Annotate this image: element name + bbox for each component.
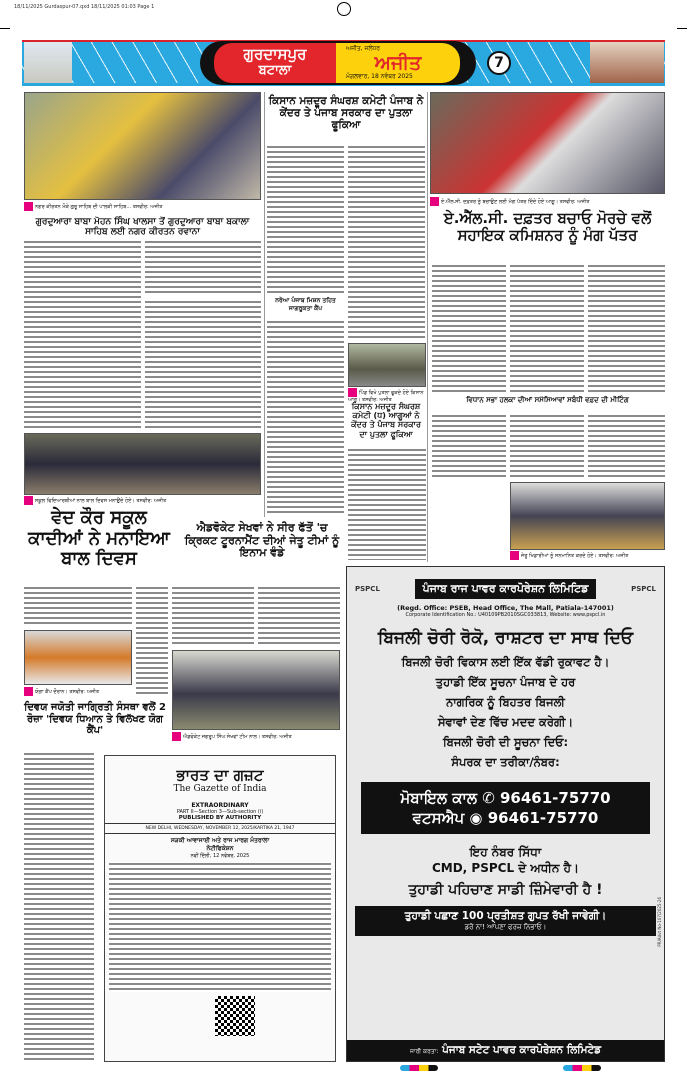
contact-numbers-box [361,782,650,834]
ad-body-line: ਬਿਜਲੀ ਚੋਰੀ ਵਿਕਾਸ ਲਈ ਇੱਕ ਵੱਡੀ ਰੁਕਾਵਟ ਹੈ। [401,655,610,669]
ad-org-title: ਪੰਜਾਬ ਰਾਜ ਪਾਵਰ ਕਾਰਪੋਰੇਸ਼ਨ ਲਿਮਿਟਿਡ [415,579,597,599]
issuer-label: ਜਾਰੀ ਕਰਤਾ: [409,1048,439,1055]
issue-date: ਮੰਗਲਵਾਰ, 18 ਨਵੰਬਰ 2025 [346,73,413,80]
gazette-notification-title: ਨੋਟੀਫਿਕੇਸ਼ਨ [206,845,234,852]
registration-mark [337,2,351,16]
print-slug: 18/11/2025 Gurdaspur-07.qxd 18/11/2025 01:03 Page 1 [14,4,155,10]
whatsapp-number: 96461-75770 [487,809,599,827]
fear-line: ਡਰੋ ਨਾ! ਆਪਣਾ ਫਰਜ਼ ਨਿਭਾਓ। [464,923,547,931]
article-body [348,448,426,560]
article-body [136,586,168,696]
crop-mark [677,28,687,29]
effigy-burning-photo [348,343,426,387]
article-headline: ਵਿਧਾਨ ਸਭਾ ਹਲਕਾ ਦੀਆਂ ਸਮੱਸਿਆਵਾਂ ਸਬੰਧੀ ਵਫ਼ਦ ਦੀ ਮੀਟਿੰਗ [466,396,629,404]
ad-headline: ਬਿਜਲੀ ਚੋਰੀ ਰੋਕੋ, ਰਾਸ਼ਟਰ ਦਾ ਸਾਥ ਦਿਓ [377,628,634,648]
article-headline: ਏ.ਐੱਲ.ਸੀ. ਦਫ਼ਤਰ ਬਚਾਓ ਮੋਰਚੇ ਵਲੋਂ ਸਹਾਇਕ ਕਮਿਸ਼ਨਰ ਨੂੰ ਮੰਗ ਪੱਤਰ [443,209,652,245]
mobile-number: 96461-75770 [500,789,611,807]
gazette-body [109,862,331,992]
article-body [172,586,254,647]
article-body [588,414,665,480]
article-headline: ਵੇਦ ਕੌਰ ਸਕੂਲ ਕਾਦੀਆਂ ਨੇ ਮਨਾਇਆ ਬਾਲ ਦਿਵਸ [28,507,170,570]
gazette-published: PUBLISHED BY AUTHORITY [105,815,335,824]
whatsapp-label: ਵਟਸਐਪ [412,809,465,827]
phone-icon: ✆ [482,789,495,807]
temple-image [24,42,72,83]
article-headline: ਗੁਰਦੁਆਰਾ ਬਾਬਾ ਮੋਹਨ ਸਿੰਘ ਖਾਲਸਾ ਤੋਂ ਗੁਰਦੁਆਰਾ ਬਾਬਾ ਬਕਾਲਾ ਸਾਹਿਬ ਲਈ ਨਗਰ ਕੀਰਤਨ ਰਵਾਨਾ [35,217,250,238]
article-body [432,264,506,392]
qr-code [215,996,255,1036]
cin-website: Corporate Identification No.: U40109PB2010SGC033813, Website: www.pspcl.in [405,612,606,618]
cricket-team-photo [172,650,340,730]
photo-caption: ਪਿੰਡ ਵਿਖੇ ਪੁਤਲਾ ਫੂਕਦੇ ਹੋਏ ਕਿਸਾਨ ਆਗੂ। ਤਸਵੀਰ: ਅਜੀਤ [348,390,424,403]
secret-line: ਤੁਹਾਡੀ ਪਛਾਣ 100 ਪ੍ਰਤੀਸ਼ਤ ਗੁਪਤ ਰੱਖੀ ਜਾਵੇਗੀ। [404,910,607,922]
edition-line1: ਗੁਰਦਾਸਪੁਰ [243,45,307,63]
publisher: ਅਜੀਤ, ਜਲੰਧਰ [346,45,381,52]
article-body [348,145,425,340]
article-body [24,586,132,627]
advt-number: PR/Advt No-107/2025-26 [657,897,662,947]
article-body [145,240,261,294]
secrecy-box [355,906,656,936]
photo-caption: ਸਕੂਲ ਵਿਦਿਆਰਥੀਆਂ ਨਾਲ ਬਾਲ ਦਿਵਸ ਮਨਾਉਂਦੇ ਹੋਏ। ਤਸਵੀਰ: ਅਜੀਤ [24,496,261,505]
yoga-camp-photo [24,630,132,685]
gazette-extraordinary: EXTRAORDINARY [191,802,249,809]
page-number: 7 [487,51,511,75]
photo-caption: ਐਡਵੋਕੇਟ ਜਗਰੂਪ ਸਿੰਘ ਸੇਖਵਾਂ ਟੀਮ ਨਾਲ। ਤਸਵੀਰ: ਅਜੀਤ [172,732,340,741]
ad-body-line: ਤੁਹਾਡੀ ਇੱਕ ਸੂਚਨਾ ਪੰਜਾਬ ਦੇ ਹਰ [435,675,576,689]
ad-body [347,652,664,772]
article-body [24,752,94,1060]
column-divider [427,92,428,562]
mobile-label: ਮੋਬਾਇਲ ਕਾਲ [400,789,477,807]
edition-line2: ਬਟਾਲਾ [258,63,292,78]
heritage-building-image [590,42,664,83]
color-registration-bar [563,1065,601,1071]
gazette-notification [104,755,336,1062]
photo-caption: ਏ.ਐੱਲ.ਸੀ. ਦਫ਼ਤਰ ਨੂੰ ਬਚਾਉਣ ਲਈ ਮੰਗ ਪੱਤਰ ਦਿੰਦੇ ਹੋਏ ਆਗੂ। ਤਸਵੀਰ: ਅਜੀਤ [430,197,665,206]
column-divider [264,92,265,517]
pspcl-logo: PSPCL [631,585,656,593]
school-students-photo [24,433,261,495]
article-headline: ਦਿਵਯ ਜਯੋਤੀ ਜਾਗ੍ਰਿਤੀ ਸੰਸਥਾ ਵਲੋਂ 2 ਰੋਜ਼ਾ 'ਦਿਵਯ ਧਿਆਨ ਤੇ ਵਿਲੱਖਣ ਯੋਗ ਕੈਂਪ' [24,702,166,736]
article-body [510,264,584,392]
gazette-date: ਨਵੀਂ ਦਿੱਲੀ, 12 ਨਵੰਬਰ, 2025 [190,853,250,859]
article-headline: ਕਿਸਾਨ ਮਜ਼ਦੂਰ ਸੰਘਰਸ਼ ਕਮੇਟੀ ਪੰਜਾਬ ਨੇ ਕੇਂਦਰ ਤੇ ਪੰਜਾਬ ਸਰਕਾਰ ਦਾ ਪੁਤਲਾ ਫੂਕਿਆ [268,95,424,132]
article-body [24,240,141,430]
issuer-name: ਪੰਜਾਬ ਸਟੇਟ ਪਾਵਰ ਕਾਰਪੋਰੇਸ਼ਨ ਲਿਮਿਟੇਡ [442,1044,602,1056]
gazette-dateline: NEW DELHI, WEDNESDAY, NOVEMBER 12, 2025/KARTIKA 21, 1947 [105,824,335,834]
gazette-ministry: ਸੜਕੀ ਆਵਾਜਾਈ ਅਤੇ ਰਾਜ ਮਾਰਗ ਮੰਤਰਾਲਾ [170,837,270,844]
photo-caption: ਜੇਤੂ ਖਿਡਾਰੀਆਂ ਨੂੰ ਸਨਮਾਨਿਤ ਕਰਦੇ ਹੋਏ। ਤਸਵੀਰ: ਅਜੀਤ [510,551,665,560]
photo-caption: ਨਗਰ ਕੀਰਤਨ ਮੌਕੇ ਗੁਰੂ ਸਾਹਿਬ ਦੀ ਪਾਲਕੀ ਸਾਹਿਬ... ਤਸਵੀਰ: ਅਜੀਤ [24,202,261,211]
crop-mark [0,28,10,29]
whatsapp-icon: ◉ [469,809,483,827]
pspcl-logo: PSPCL [355,585,380,593]
ad-body-line: ਨਾਗਰਿਕ ਨੂੰ ਬਿਹਤਰ ਬਿਜਲੀ [446,695,565,709]
direct-line2: CMD, PSPCL ਦੇ ਅਧੀਨ ਹੈ। [431,861,580,875]
gazette-title-english: The Gazette of India [173,784,267,794]
paper-name-panel [336,43,460,83]
pspcl-advertisement [346,566,665,1062]
ad-body-line: ਸੇਵਾਵਾਂ ਦੇਣ ਵਿੱਚ ਮਦਦ ਕਰੇਗੀ। [437,715,574,729]
article-subhead: ਨਰੋਆ ਪੰਜਾਬ ਮਿਸ਼ਨ ਤਹਿਤ ਜਾਗਰੂਕਤਾ ਕੈਂਪ [275,297,336,312]
article-body [510,414,584,480]
article-body [267,320,344,516]
article-headline: ਕਿਸਾਨ ਮਜ਼ਦੂਰ ਸੰਘਰਸ਼ ਕਮੇਟੀ (ਧ) ਆਗੂਆਂ ਨੇ ਕੇਂਦਰ ਤੇ ਪੰਜਾਬ ਸਰਕਾਰ ਦਾ ਪੁਤਲਾ ਫੂਕਿਆ [351,402,421,439]
color-registration-bar [400,1065,438,1071]
photo-caption: ਯੋਗਾ ਕੈਂਪ ਦੌਰਾਨ। ਤਸਵੀਰ: ਅਜੀਤ [24,687,132,696]
issuer-bar [347,1040,664,1061]
article-body [588,264,665,392]
article-headline: ਐਡਵੋਕੇਟ ਸੇਖਵਾਂ ਨੇ ਸੀਰ ਫੱਤੋਂ 'ਚ ਕ੍ਰਿਕਟ ਟੂਰਨਾਮੈਂਟ ਦੀਆਂ ਜੇਤੂ ਟੀਮਾਂ ਨੂੰ ਇਨਾਮ ਵੰਡੇ [184,521,340,560]
article-body [145,300,261,430]
regd-office: (Regd. Office: PSEB, Head Office, The Mall, Patiala-147001) [397,604,614,612]
direct-line1: ਇਹ ਨੰਬਰ ਸਿੱਧਾ [469,845,542,859]
ad-body-line: ਸੰਪਰਕ ਦਾ ਤਰੀਕਾ/ਨੰਬਰ: [451,755,560,769]
paper-name: ਅਜੀਤ [374,52,422,74]
article-body [432,414,506,480]
responsibility-line: ਤੁਹਾਡੀ ਪਹਿਚਾਣ ਸਾਡੀ ਜ਼ਿੰਮੇਵਾਰੀ ਹੈ ! [408,882,603,898]
article-body [258,586,340,647]
sports-winners-photo [510,482,665,550]
gazette-title-hindi: ਭਾਰਤ ਦਾ ਗਜ਼ਟ [176,766,264,784]
ad-body-line: ਬਿਜਲੀ ਚੋਰੀ ਦੀ ਸੂਚਨਾ ਦਿਓ: [442,735,569,749]
gazette-part: PART II—Section 3—Sub-section (i) [176,809,264,815]
protest-photo [430,92,665,194]
article-body [267,145,344,293]
edition-panel [214,43,336,83]
nagar-kirtan-photo [24,92,261,200]
